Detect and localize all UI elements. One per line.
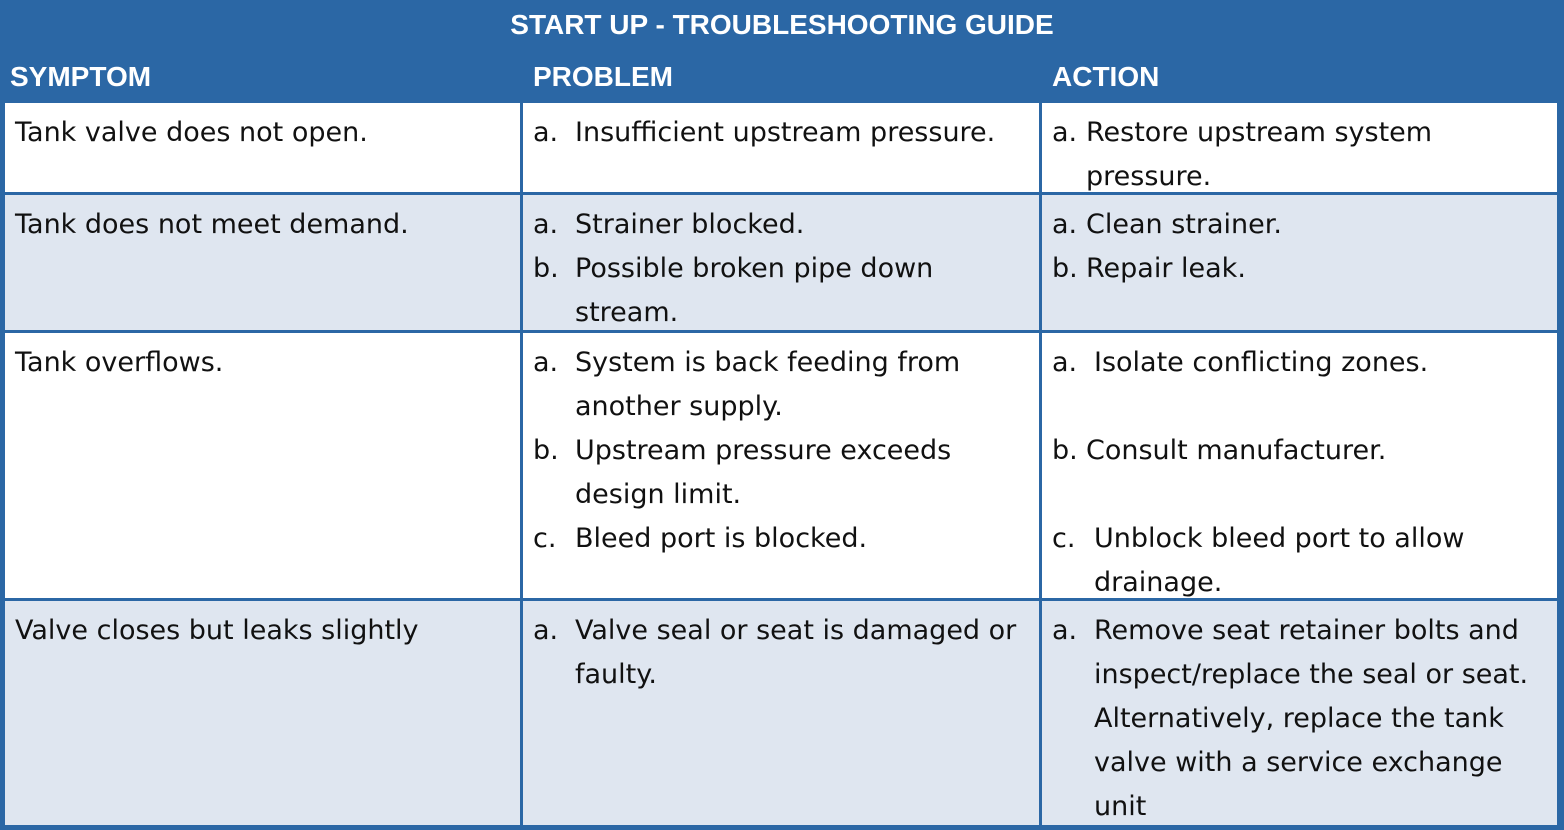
item-text: Remove seat retainer bolts and inspect/replace the seal or seat. Alternatively, replace the tank valve with a service exchange unit xyxy=(1094,615,1529,822)
table-row-1-symptom xyxy=(5,103,520,192)
table-row-2-problem xyxy=(523,195,1039,330)
item-label: a. xyxy=(1052,117,1078,148)
item-label: b. xyxy=(1052,253,1078,284)
action-item xyxy=(1052,609,1549,829)
item-text: Consult manufacturer. xyxy=(1086,435,1387,466)
item-label: a. xyxy=(533,209,559,240)
item-label: a. xyxy=(1052,347,1078,378)
item-label: c. xyxy=(1052,523,1076,554)
item-text: Upstream pressure exceeds design limit. xyxy=(575,435,952,510)
table-row-2-action xyxy=(1042,195,1557,330)
item-label: a. xyxy=(533,117,559,148)
symptom-text: Tank overflows. xyxy=(15,347,224,378)
table-row-4-action xyxy=(1042,601,1557,825)
item-text: Unblock bleed port to allow drainage. xyxy=(1094,523,1465,598)
problem-item xyxy=(533,341,1031,429)
column-header-action: ACTION xyxy=(1052,60,1160,92)
problem-item xyxy=(533,517,1031,561)
item-text: System is back feeding from another supply. xyxy=(575,347,961,422)
table-title: START UP - TROUBLESHOOTING GUIDE xyxy=(510,9,1054,40)
item-text: Restore upstream system pressure. xyxy=(1086,117,1433,192)
table-row-1-action xyxy=(1042,103,1557,192)
item-text: Strainer blocked. xyxy=(575,209,805,240)
item-label: a. xyxy=(533,347,559,378)
column-header-symptom: SYMPTOM xyxy=(10,60,152,92)
action-item xyxy=(1052,203,1549,247)
table-row-4-problem xyxy=(523,601,1039,825)
item-text: Possible broken pipe down stream. xyxy=(575,253,934,328)
symptom-text: Tank valve does not open. xyxy=(15,117,368,148)
table-row-3-action xyxy=(1042,333,1557,598)
table-row-1-problem xyxy=(523,103,1039,192)
action-item xyxy=(1052,247,1549,291)
symptom-text: Valve closes but leaks slightly xyxy=(15,615,419,646)
item-text: Clean strainer. xyxy=(1086,209,1282,240)
table-row-3-problem xyxy=(523,333,1039,598)
item-label: a. xyxy=(1052,615,1078,646)
action-item xyxy=(1052,429,1549,473)
item-label: b. xyxy=(1052,435,1078,466)
symptom-text: Tank does not meet demand. xyxy=(15,209,409,240)
column-header-problem: PROBLEM xyxy=(533,60,673,92)
item-label: a. xyxy=(1052,209,1078,240)
item-text: Insufficient upstream pressure. xyxy=(575,117,996,148)
problem-item xyxy=(533,429,1031,517)
table-row-2-symptom xyxy=(5,195,520,330)
item-label: a. xyxy=(533,615,559,646)
table-row-3-symptom xyxy=(5,333,520,598)
action-item xyxy=(1052,111,1549,199)
problem-item xyxy=(533,247,1031,335)
item-text: Isolate conflicting zones. xyxy=(1094,347,1429,378)
problem-item xyxy=(533,203,1031,247)
item-label: c. xyxy=(533,523,557,554)
item-label: b. xyxy=(533,253,559,284)
item-text: Bleed port is blocked. xyxy=(575,523,868,554)
problem-item xyxy=(533,111,1031,155)
table-row-4-symptom xyxy=(5,601,520,825)
action-item xyxy=(1052,517,1549,605)
item-label: b. xyxy=(533,435,559,466)
problem-item xyxy=(533,609,1031,697)
action-item xyxy=(1052,341,1549,385)
item-text: Repair leak. xyxy=(1086,253,1246,284)
item-text: Valve seal or seat is damaged or faulty. xyxy=(575,615,1017,690)
